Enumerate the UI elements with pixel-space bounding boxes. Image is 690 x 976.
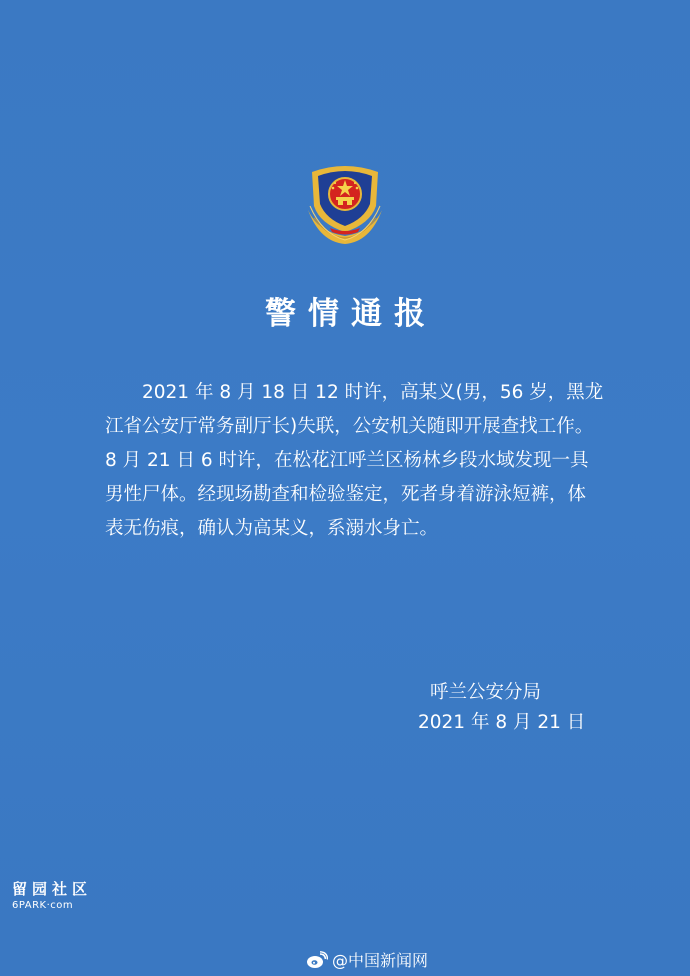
- notice-body-line: 男性尸体。经现场勘查和检验鉴定，死者身着游泳短裤，体: [105, 484, 587, 505]
- notice-body-line: 江省公安厅常务副厅长)失联，公安机关随即开展查找工作。: [105, 416, 594, 437]
- police-emblem-icon: [300, 158, 390, 246]
- watermark-domain: 6PARK·com: [12, 900, 74, 911]
- watermark: [12, 878, 96, 911]
- notice-body-line: 8 月 21 日 6 时许，在松花江呼兰区杨林乡段水域发现一具: [105, 450, 589, 471]
- source-credit: [306, 948, 428, 971]
- issuer-name: 呼兰公安分局: [430, 682, 542, 703]
- notice-body: [105, 376, 604, 546]
- notice-body-line: 2021 年 8 月 18 日 12 时许，高某义(男，56 岁，黑龙: [142, 382, 604, 403]
- notice-title: 警情通报: [265, 296, 437, 332]
- issue-date: 2021 年 8 月 21 日: [418, 712, 586, 733]
- notice-body-line: 表无伤痕，确认为高某义，系溺水身亡。: [105, 518, 439, 539]
- source-credit-label: @中国新闻网: [332, 951, 429, 970]
- watermark-title: 留园社区: [12, 880, 93, 898]
- weibo-icon: [306, 951, 328, 969]
